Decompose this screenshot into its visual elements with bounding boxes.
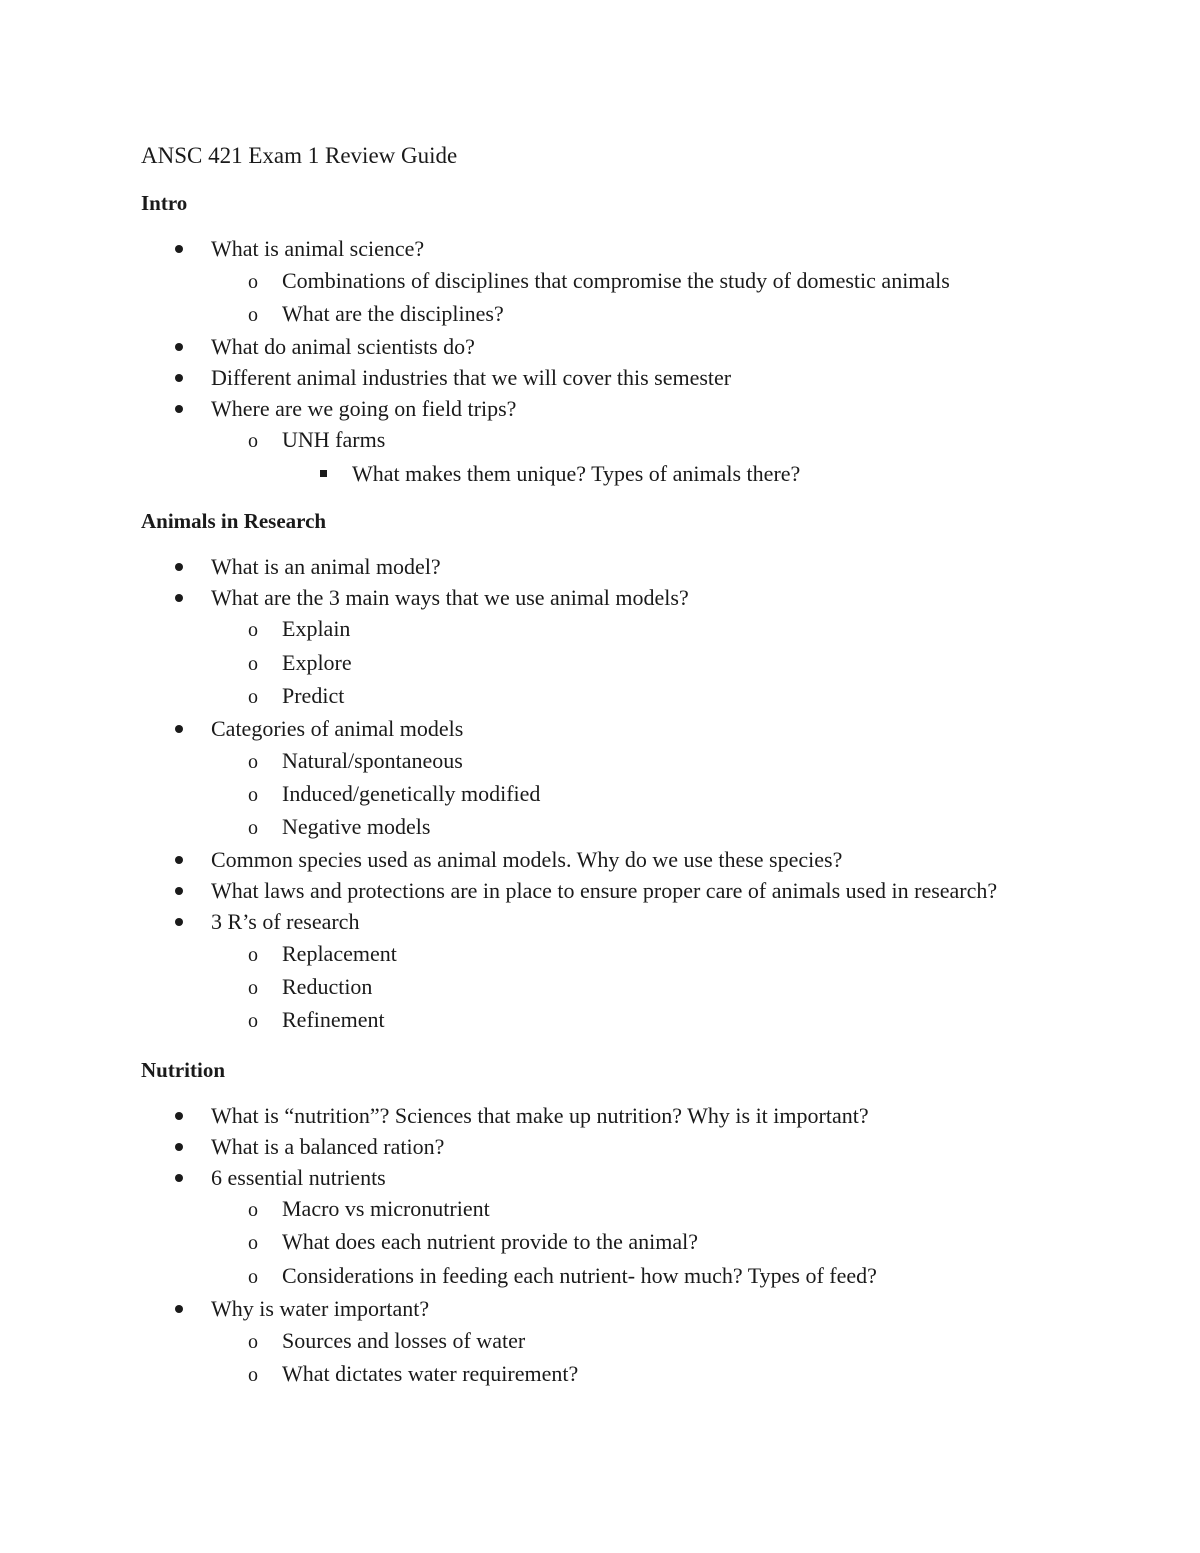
bullet-icon	[175, 374, 183, 382]
list-item: What makes them unique? Types of animals there?	[352, 460, 800, 488]
list-item: o Predict	[282, 682, 344, 710]
list-item: Why is water important?	[211, 1295, 429, 1323]
bullet-icon	[175, 1174, 183, 1182]
bullet-icon	[175, 1112, 183, 1120]
bullet-icon	[175, 405, 183, 413]
bullet-icon	[175, 856, 183, 864]
list-item: What is “nutrition”? Sciences that make up nutrition? Why is it important?	[211, 1102, 869, 1130]
list-item: What is animal science?	[211, 235, 424, 263]
bullet-icon	[175, 918, 183, 926]
circle-bullet-icon: o	[248, 430, 258, 452]
circle-bullet-icon: o	[248, 784, 258, 806]
list-item: Common species used as animal models. Why do we use these species?	[211, 846, 842, 874]
list-item: What laws and protections are in place to ensure proper care of animals used in research?	[211, 877, 997, 905]
bullet-icon	[175, 1143, 183, 1151]
list-item: o Combinations of disciplines that compromise the study of domestic animals	[282, 267, 950, 295]
list-item: Where are we going on field trips?	[211, 395, 516, 423]
list-item: Different animal industries that we will cover this semester	[211, 364, 731, 392]
bullet-icon	[175, 725, 183, 733]
document-title: ANSC 421 Exam 1 Review Guide	[141, 143, 458, 168]
bullet-icon	[175, 594, 183, 602]
list-item: 3 R’s of research	[211, 908, 359, 936]
list-item: o What dictates water requirement?	[282, 1360, 578, 1388]
list-item: 6 essential nutrients	[211, 1164, 386, 1192]
list-item: o Macro vs micronutrient	[282, 1195, 490, 1223]
list-item: o What are the disciplines?	[282, 300, 504, 328]
circle-bullet-icon: o	[248, 304, 258, 326]
bullet-icon	[175, 563, 183, 571]
list-item: o Refinement	[282, 1006, 385, 1034]
list-item: o UNH farms	[282, 426, 385, 454]
list-item: o Replacement	[282, 940, 397, 968]
bullet-icon	[175, 1305, 183, 1313]
list-item: What is a balanced ration?	[211, 1133, 444, 1161]
circle-bullet-icon: o	[248, 271, 258, 293]
section-heading-animals-in-research: Animals in Research	[141, 509, 327, 533]
circle-bullet-icon: o	[248, 1364, 258, 1386]
list-item: Categories of animal models	[211, 715, 463, 743]
list-item: o Considerations in feeding each nutrient- how much? Types of feed?	[282, 1262, 877, 1290]
list-item: o Reduction	[282, 973, 372, 1001]
list-item: o Explore	[282, 649, 352, 677]
list-item: o Negative models	[282, 813, 430, 841]
circle-bullet-icon: o	[248, 817, 258, 839]
circle-bullet-icon: o	[248, 1199, 258, 1221]
bullet-icon	[175, 245, 183, 253]
circle-bullet-icon: o	[248, 751, 258, 773]
circle-bullet-icon: o	[248, 1266, 258, 1288]
bullet-icon	[175, 887, 183, 895]
circle-bullet-icon: o	[248, 1232, 258, 1254]
circle-bullet-icon: o	[248, 1331, 258, 1353]
circle-bullet-icon: o	[248, 686, 258, 708]
list-item: o Sources and losses of water	[282, 1327, 525, 1355]
bullet-icon	[175, 343, 183, 351]
list-item: o Natural/spontaneous	[282, 747, 463, 775]
section-heading-intro: Intro	[141, 191, 188, 215]
circle-bullet-icon: o	[248, 619, 258, 641]
circle-bullet-icon: o	[248, 1010, 258, 1032]
circle-bullet-icon: o	[248, 944, 258, 966]
list-item: o What does each nutrient provide to the animal?	[282, 1228, 698, 1256]
list-item: What is an animal model?	[211, 553, 441, 581]
list-item: o Induced/genetically modified	[282, 780, 540, 808]
list-item: What are the 3 main ways that we use animal models?	[211, 584, 689, 612]
circle-bullet-icon: o	[248, 977, 258, 999]
list-item: What do animal scientists do?	[211, 333, 475, 361]
circle-bullet-icon: o	[248, 653, 258, 675]
square-bullet-icon	[320, 470, 327, 477]
list-item: o Explain	[282, 615, 350, 643]
section-heading-nutrition: Nutrition	[141, 1058, 225, 1082]
